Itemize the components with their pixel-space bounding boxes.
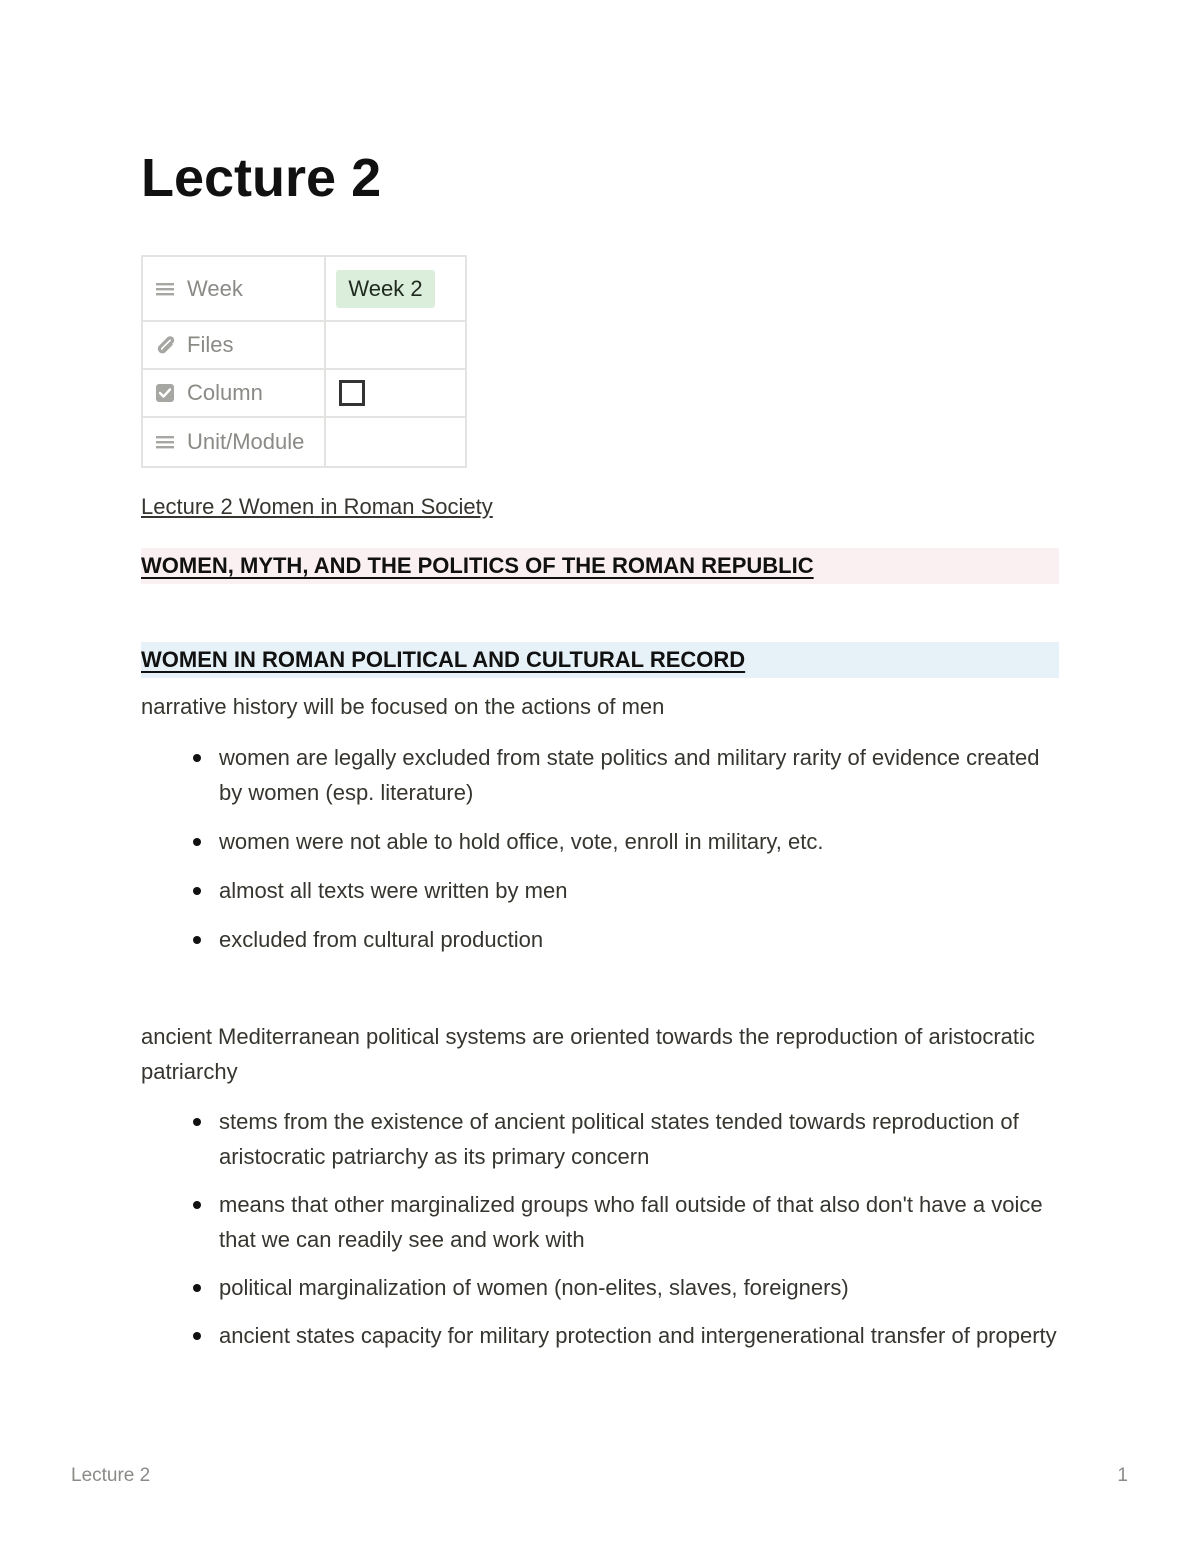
list-icon: [155, 279, 175, 299]
lecture-link[interactable]: Lecture 2 Women in Roman Society: [141, 494, 493, 519]
bullet-dot: [193, 754, 201, 762]
property-value-column: [325, 369, 466, 417]
bullet-dot: [193, 1201, 201, 1209]
property-row-files: [142, 321, 466, 369]
paragraph-mediterranean-systems: ancient Mediterranean political systems are oriented towards the reproduction of aristocratic patriarchy: [141, 1024, 1035, 1084]
heading-callout-republic: [141, 548, 1059, 584]
bullet-dot: [193, 887, 201, 895]
page-number: 1: [1117, 1465, 1128, 1486]
bullet-dot: [193, 838, 201, 846]
property-key-unit-module[interactable]: [142, 417, 325, 467]
properties-table: [141, 255, 467, 468]
list-item: women were not able to hold office, vote, enroll in military, etc.: [141, 824, 1059, 859]
bullet-dot: [193, 1332, 201, 1340]
property-key-week[interactable]: [142, 256, 325, 321]
checkbox-icon: [155, 383, 175, 403]
bullet-list-patriarchy: [141, 1104, 1059, 1366]
property-value-unit-module[interactable]: [325, 417, 466, 467]
paragraph-narrative-history: narrative history will be focused on the actions of men: [141, 694, 665, 719]
list-icon: [155, 432, 175, 452]
list-item: women are legally excluded from state politics and military rarity of evidence created by women (esp. literature): [141, 740, 1059, 810]
property-label-files: Files: [187, 332, 234, 357]
property-label-unit-module: Unit/Module: [187, 429, 305, 454]
list-item: political marginalization of women (non-elites, slaves, foreigners): [141, 1270, 1059, 1305]
list-item: stems from the existence of ancient political states tended towards reproduction of aristocratic patriarchy as its primary concern: [141, 1104, 1059, 1174]
bullet-dot: [193, 936, 201, 944]
property-key-files[interactable]: [142, 321, 325, 369]
paperclip-icon: [155, 335, 175, 355]
page-title: Lecture 2: [141, 148, 382, 208]
list-item: almost all texts were written by men: [141, 873, 1059, 908]
heading-callout-record: [141, 642, 1059, 678]
property-row-week: [142, 256, 466, 321]
property-row-column: [142, 369, 466, 417]
property-value-files[interactable]: [325, 321, 466, 369]
property-label-column: Column: [187, 380, 263, 405]
property-label-week: Week: [187, 275, 243, 301]
list-item: ancient states capacity for military protection and intergenerational transfer of property: [141, 1318, 1059, 1353]
list-item: excluded from cultural production: [141, 922, 1059, 957]
heading-republic: WOMEN, MYTH, AND THE POLITICS OF THE ROMAN REPUBLIC: [141, 553, 814, 578]
property-row-unit-module: [142, 417, 466, 467]
week-tag[interactable]: Week 2: [336, 270, 434, 308]
property-value-week[interactable]: [325, 256, 466, 321]
footer-title: Lecture 2: [71, 1465, 151, 1486]
bullet-dot: [193, 1118, 201, 1126]
heading-record: WOMEN IN ROMAN POLITICAL AND CULTURAL RECORD: [141, 647, 746, 672]
bullet-list-exclusion: [141, 740, 1059, 971]
property-key-column[interactable]: [142, 369, 325, 417]
bullet-dot: [193, 1284, 201, 1292]
list-item: means that other marginalized groups who fall outside of that also don't have a voice that we can readily see and work with: [141, 1187, 1059, 1257]
column-checkbox[interactable]: [339, 380, 365, 406]
